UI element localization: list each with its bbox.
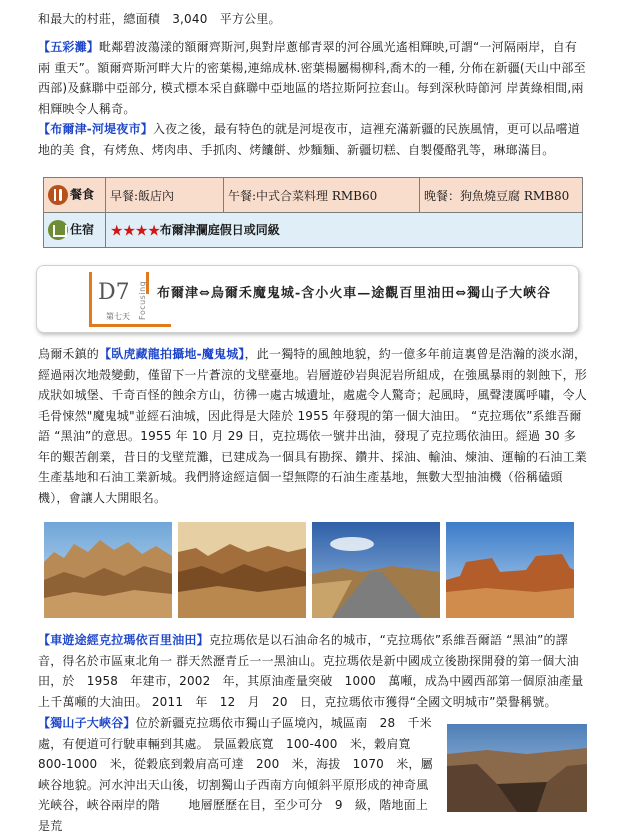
day-subtitle: 第七天 (106, 312, 130, 321)
lodging-cell (106, 213, 583, 248)
paragraph-karamay (38, 630, 588, 712)
day-number: D7 (98, 280, 130, 305)
day-title: 布爾津⇔烏爾禾魔鬼城-含小火車—途觀百里油田⇔獨山子大峽谷 (157, 286, 552, 301)
photo-desert-road (312, 522, 440, 618)
lunch-cell (224, 178, 420, 213)
bed-icon (48, 220, 68, 240)
meal-row (44, 178, 583, 213)
meal-label-cell (44, 178, 106, 213)
photo-dushanzi-canyon (447, 724, 587, 812)
hotel-name: 布爾津瀾庭假日或同級 (159, 222, 280, 237)
photo-sunset-mesa (446, 522, 574, 618)
canyon-heading: 【獨山子大峽谷】 (38, 716, 136, 730)
day-banner (36, 265, 579, 333)
paragraph-wucaitan (38, 37, 588, 119)
wucaitan-text: 毗鄰碧波蕩漾的額爾齊斯河,與對岸蔥郁青翠的河谷風光遙相輝映,可謂“一河隔兩岸，自有兩 重天”。額爾齊斯河畔大片的密葉楊,連綿成林.密葉楊屬楊柳科,喬木的一種, 分佈在新疆(天山中部至西部)及蘇聯中亞部分, 模式標本采自蘇聯中亞地區的塔拉斯阿拉套山。每到深秋時節河 岸黃綠相間,兩相輝映令人稱奇。 (38, 40, 586, 116)
star-rating: ★★★★ (110, 221, 160, 240)
meal-label: 餐食 (70, 187, 95, 202)
dinner-cell (420, 178, 583, 213)
utensils-icon (48, 185, 68, 205)
area-summary-text: 和最大的村莊，總面積 3,040 平方公里。 (38, 12, 281, 26)
karamay-heading: 【車遊途經克拉瑪依百里油田】 (38, 633, 209, 647)
lodging-label-cell (44, 213, 106, 248)
breakfast-cell (106, 178, 224, 213)
breakfast-text: 早餐:飯店內 (110, 188, 175, 203)
paragraph-canyon (38, 713, 446, 836)
lodging-label: 住宿 (70, 222, 95, 237)
wucaitan-heading: 【五彩灘】 (38, 40, 100, 54)
canyon-text: 位於新疆克拉瑪依市獨山子區境內，城區南 28 千米處，有便道可行駛車輛到其處。 景區穀底寬 100-400 米，穀肩寬 800-1000 米，從穀底到穀肩高可達 200 米，海拔 1070 米，屬 峽谷地貌。河水沖出天山後，切割獨山子西南方向傾斜平原形成的神奇風光峽谷，峽谷兩岸的階 地層歷歷在目，至少可分 9 級，階地面上是荒 (38, 716, 446, 833)
paragraph-night-market (38, 119, 588, 160)
lodging-row (44, 213, 583, 248)
focusing-label: Focusing (138, 280, 147, 320)
meal-lodging-table (43, 177, 583, 248)
karamay-text: 克拉瑪依是以石油命名的城市，“克拉瑪依”系維吾爾語 “黑油”的譯音，得名於市區東北角一 群天然瀝青丘一一黑油山。克拉瑪依是新中國成立後勘探開發的第一個大油田，於 1958 年建市，2002 年，其原油產量突破 1000 萬噸，成為中國西部第一個原油產量上千萬噸的大油田。 2011 年 12 月 20 日，克拉瑪依市獲得“全國文明城市”榮譽稱號。 (38, 633, 584, 709)
devil-city-text: ，此一獨特的風蝕地貌，約一億多年前這裏曾是浩瀚的淡水湖，經過兩次地殼變動，僅留下一片蒼涼的戈壁臺地。岩層遊砂岩與泥岩所組成，在強風暴雨的剝蝕下，形成狀如城堡、千奇百怪的蝕余方山，彷彿一處古城遺址，處處令人驚奇；起風時，風聲淒厲呼嘯，令人毛骨悚然"魔鬼城"並經石油城，因此得是大陸於 1955 年發現的第一個大油田。 “克拉瑪依”系維吾爾語 “黑油”的意思。1955 年 10 月 29 日，克拉瑪依一號井出油，發現了克拉瑪依油田。經過 30 多年的艱苦創業，昔日的戈壁荒灘，已建成為一個具有勘探、鑽井、採油、輸油、煉油、運輸的石油工業生產基地和石油工業新城。我們將途經這個一望無際的石油生產基地，無數大型抽油機（俗稱磕頭機），會讓人大開眼名。 (38, 347, 588, 505)
night-market-heading: 【布爾津-河堤夜市】 (38, 122, 153, 136)
photo-strip (44, 522, 582, 618)
devil-city-prefix: 烏爾禾鎮的 (38, 347, 100, 361)
photo-yardang-cliffs (44, 522, 172, 618)
devil-city-heading: 【臥虎藏龍拍攝地-魔鬼城】 (99, 347, 245, 361)
photo-devil-city-mesas (178, 522, 306, 618)
paragraph-devil-city (38, 344, 588, 508)
paragraph-area-summary (38, 9, 588, 30)
night-market-text: 入夜之後，最有特色的就是河堤夜市，這裡充滿新疆的民族風情，更可以品嚐道地的美 食，有烤魚、烤肉串、手抓肉、烤饢餅、炒麵麵、新疆切糕、自製優酪乳等，琳瑯滿目。 (38, 122, 580, 157)
dinner-text: 晚餐：狗魚燒豆腐 RMB80 (424, 188, 570, 203)
lunch-text: 午餐:中式合菜料理 RMB60 (228, 188, 378, 203)
